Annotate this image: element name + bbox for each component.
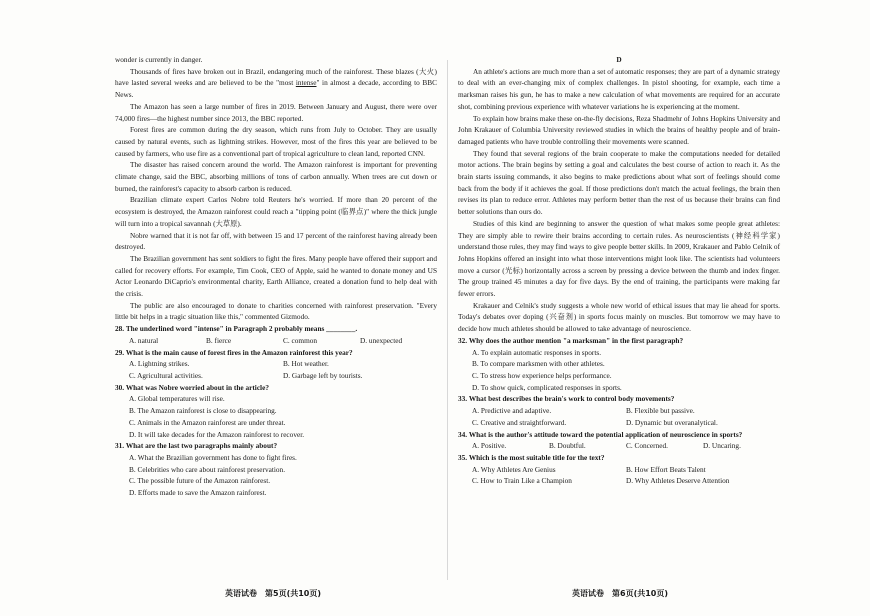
answer-options-row <box>458 417 780 429</box>
answer-option: B. How Effort Beats Talent <box>626 464 706 474</box>
answer-option: C. Concerned. <box>626 441 668 451</box>
answer-options-row <box>458 440 780 452</box>
answer-option: D. To show quick, complicated responses in sports. <box>472 382 622 392</box>
passage-paragraph: wonder is currently in danger. <box>115 55 203 64</box>
answer-option: A. Positive. <box>472 441 507 451</box>
passage-paragraph: The public are also encouraged to donate to charities concerned with rainforest preservation. "Every little bit helps in a tragic situation like this," commented Gizmodo. <box>115 300 437 322</box>
question-stem: 29. What is the main cause of forest fires in the Amazon rainforest this year? <box>115 347 353 357</box>
answer-option: D. Dynamic but overanalytical. <box>626 417 718 427</box>
answer-options-row <box>115 370 437 382</box>
answer-option: A. Why Athletes Are Genius <box>472 464 556 474</box>
answer-option: C. Animals in the Amazon rainforest are under threat. <box>129 417 286 427</box>
passage-paragraph: Thousands of fires have broken out in Brazil, endangering much of the rainforest. These blazes (大火) have lasted several weeks and are believed to be the "most intense" in almost a decade, according to BBC News. <box>115 66 437 100</box>
passage-paragraph: The Amazon has seen a large number of fires in 2019. Between January and August, there were over 74,000 fires—the highest number since 2013, the BBC reported. <box>115 101 437 123</box>
passage-d-questions <box>458 335 780 487</box>
left-column <box>115 54 437 499</box>
answer-option: B. Celebrities who care about rainforest preservation. <box>129 464 286 474</box>
question-stem: 32. Why does the author mention "a marksman" in the first paragraph? <box>458 335 684 345</box>
right-column <box>458 54 780 487</box>
answer-option: C. Agricultural activities. <box>129 370 203 380</box>
passage-paragraph: Brazilian climate expert Carlos Nobre told Reuters he's worried. If more than 20 percent of the ecosystem is destroyed, the Amazon rainforest could reach a "tipping point (临界点)" where the thick jungle will turn into a tropical savannah (大草原). <box>115 195 437 228</box>
answer-options-row <box>115 335 437 347</box>
answer-option: C. How to Train Like a Champion <box>472 476 572 486</box>
passage-paragraph: Nobre warned that it is not far off, with between 15 and 17 percent of the rainforest having already been destroyed. <box>115 230 437 252</box>
answer-option: A. Lightning strikes. <box>129 359 190 369</box>
question-stem: 28. The underlined word "intense" in Paragraph 2 probably means ________. <box>115 324 358 334</box>
answer-option: C. common <box>283 335 318 345</box>
passage-paragraph: An athlete's actions are much more than a set of automatic responses; they are part of a dynamic strategy to deal with an ever-changing mix of complex challenges. In pistol shooting, for example, each time a marksman raises his gun, he has to make a new calculation of what movements are required for an accurate shot, combining previous experience with whatever variations he is experiencing at the moment. <box>458 66 780 111</box>
question-stem: 34. What is the author's attitude toward the potential application of neuroscience in sports? <box>458 429 743 439</box>
answer-option: D. It will take decades for the Amazon rainforest to recover. <box>129 429 305 439</box>
answer-option: C. The possible future of the Amazon rainforest. <box>129 476 271 486</box>
underlined-word: intense <box>295 78 317 88</box>
answer-option: D. Why Athletes Deserve Attention <box>626 476 730 486</box>
passage-c-questions <box>115 323 437 499</box>
answer-option: B. fierce <box>206 335 232 345</box>
passage-paragraph: Krakauer and Celnik's study suggests a whole new world of ethical issues that may lie ahead for sports. Today's debates over doping (兴奋剂) in sports focus mainly on muscles. But tomorrow we may have to decide how much athletes should be allowed to take advantage of neuroscience. <box>458 300 780 334</box>
answer-options-row <box>115 358 437 370</box>
page-footer-right: 英语试卷 第6页(共10页) <box>572 589 669 598</box>
answer-options-row <box>458 405 780 417</box>
answer-option: B. Hot weather. <box>283 359 329 369</box>
answer-option: B. The Amazon rainforest is close to disappearing. <box>129 406 277 416</box>
passage-paragraph: Studies of this kind are beginning to answer the question of what makes some people great athletes: They are simply able to rewire their brains according to certain rules. As neuroscientists (神经科学家) understand those rules, they may find ways to give people better skills. In 2009, Krakauer and Pablo Celnik of Johns Hopkins offered an insight into what those interventions might look like. The scientists had volunteers move a cursor (光标) horizontally across a screen by pressing a device between the thumb and index finger. The group trained 45 minutes a day for five days. By the end of training, the participants were making far fewer errors. <box>458 218 781 299</box>
passage-paragraph: The disaster has raised concern around the world. The Amazon rainforest is important for preventing climate change, said the BBC, absorbing millions of tons of carbon annually. When trees are cut down or burned, the rainforest's capacity to absorb carbon is reduced. <box>115 160 437 193</box>
column-divider <box>447 60 448 580</box>
passage-d-body <box>458 66 780 335</box>
answer-option: C. Creative and straightforward. <box>472 417 567 427</box>
passage-paragraph: They found that several regions of the brain cooperate to make the computations needed for detailed motor actions. The brain begins by setting a goal and calculates the best course of action to reach it. As the brain starts issuing commands, it also begins to make predictions about what sort of feelings should come back from the body if it achieves the goal. If those predictions don't match the actual feelings, the brain then revises its plan to reduce error. Athletes may perform better than the rest of us because their brains can find better solutions than ours do. <box>458 148 780 217</box>
answer-option: D. Efforts made to save the Amazon rainforest. <box>129 488 267 498</box>
answer-option: D. unexpected <box>360 335 403 345</box>
section-letter: D <box>616 55 622 64</box>
question-stem: 31. What are the last two paragraphs mainly about? <box>115 441 278 451</box>
answer-option: D. Uncaring. <box>703 441 741 451</box>
answer-option: A. Global temperatures will rise. <box>129 394 225 404</box>
answer-options-row <box>458 464 780 476</box>
answer-option: B. Doubtful. <box>549 441 586 451</box>
answer-option: A. Predictive and adaptive. <box>472 406 552 416</box>
answer-option: A. What the Brazilian government has done to fight fires. <box>129 452 297 462</box>
passage-paragraph: The Brazilian government has sent soldiers to fight the fires. Many people have offered their support and called for recovery efforts. For example, Tim Cook, CEO of Apple, said he wanted to donate money and US Actor Leonardo DiCaprio's environmental charity, Earth Alliance, created a donation fund to help deal with the crisis. <box>115 253 437 299</box>
question-stem: 33. What best describes the brain's work to control body movements? <box>458 394 675 404</box>
answer-options-row <box>458 475 780 487</box>
answer-option: B. Flexible but passive. <box>626 406 695 416</box>
answer-option: A. To explain automatic responses in sports. <box>472 347 602 357</box>
answer-option: D. Garbage left by tourists. <box>283 370 363 380</box>
passage-paragraph: To explain how brains make these on-the-fly decisions, Reza Shadmehr of Johns Hopkins University and John Krakauer of Columbia University reviewed studies in which the brains of healthy people and of brain-damaged patients who have trouble controlling their movements were scanned. <box>458 113 780 146</box>
question-stem: 35. Which is the most suitable title for the text? <box>458 452 605 462</box>
answer-option: C. To stress how experience helps performance. <box>472 370 612 380</box>
passage-c-body <box>115 54 437 323</box>
answer-option: B. To compare marksmen with other athletes. <box>472 359 605 369</box>
answer-option: A. natural <box>129 335 159 345</box>
passage-paragraph: Forest fires are common during the dry season, which runs from July to October. They are usually caused by natural events, such as lightning strikes. However, most of the fires this year are believed to be caused by farmers, who use fire as a conventional part of tropical agriculture to clean land, reported CNN. <box>115 125 437 158</box>
question-stem: 30. What was Nobre worried about in the article? <box>115 382 269 392</box>
page-footer-left: 英语试卷 第5页(共10页) <box>225 589 322 598</box>
